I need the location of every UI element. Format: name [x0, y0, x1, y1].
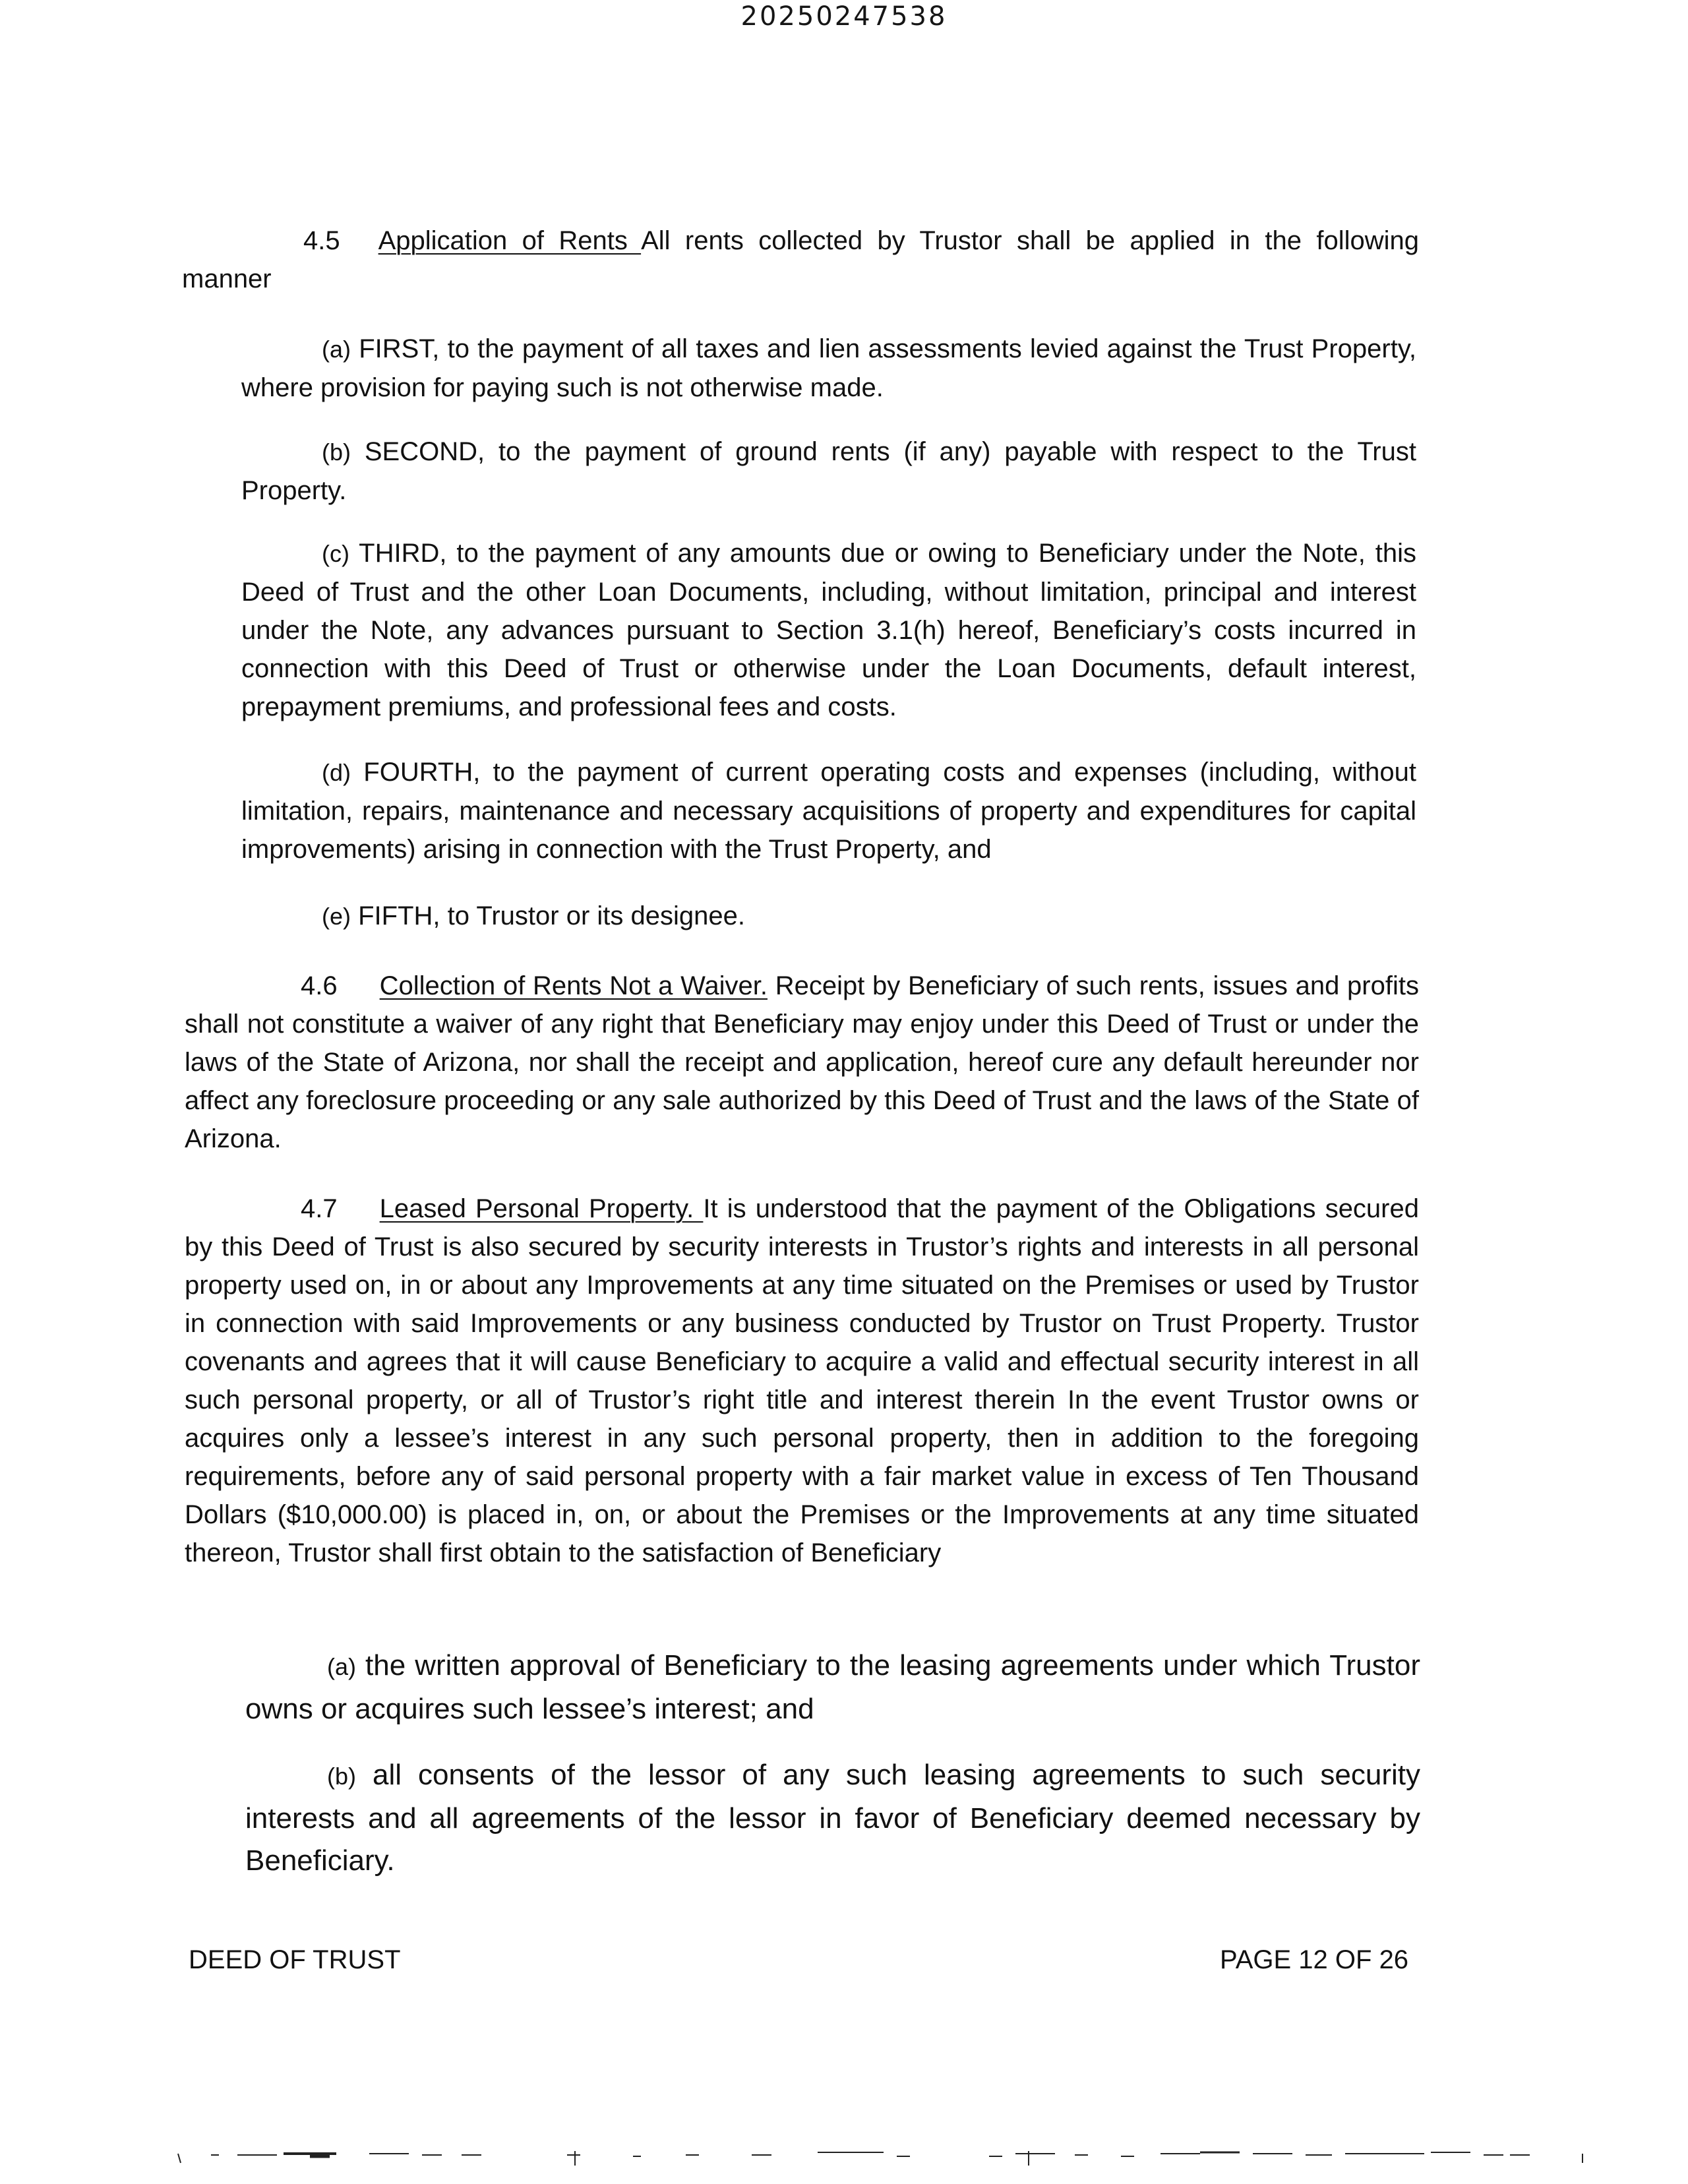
section-title: Application of Rents: [378, 226, 642, 255]
item-4-5-e: [241, 897, 1416, 936]
footer-document-title: DEED OF TRUST: [189, 1945, 401, 1974]
item-text: SECOND, to the payment of ground rents (if any) payable with respect to the Trust Property.: [241, 437, 1416, 505]
item-label: (a): [322, 336, 351, 363]
item-4-5-d: [241, 753, 1416, 868]
item-4-7-b: [245, 1754, 1420, 1882]
section-number: 4.5: [303, 226, 340, 255]
item-4-7-a: [245, 1645, 1420, 1730]
section-4-5: [182, 222, 1419, 298]
item-text: all consents of the lessor of any such leasing agreements to such security interests and all agreements of the lessor in favor of Beneficiary deemed necessary by Beneficiary.: [245, 1759, 1420, 1877]
item-4-5-a: [241, 330, 1416, 407]
section-title: Collection of Rents Not a Waiver.: [379, 971, 768, 1000]
section-text: Receipt by Beneficiary of such rents, issues and profits shall not constitute a waiver of any right that Beneficiary may enjoy under this Deed of Trust or under the laws of the State of Arizona, nor shall the receipt and application, hereof cure any default hereunder nor affect any foreclosure proceeding or any sale authorized by this Deed of Trust and the laws of the State of Arizona.: [185, 971, 1419, 1153]
item-text: FOURTH, to the payment of current operating costs and expenses (including, without limitation, repairs, maintenance and necessary acquisitions of property and expenditures for capital improvements) arising in connection with the Trust Property, and: [241, 758, 1416, 864]
section-number: 4.6: [301, 971, 338, 1000]
section-text: It is understood that the payment of the Obligations secured by this Deed of Trust is also secured by security interests in Trustor’s rights and interests in all personal property used on, in or about any Improvements at any time situated on the Premises or used by Trustor in connection with said Improvements or any business conducted by Trustor on Trust Property. Trustor covenants and agrees that it will cause Beneficiary to acquire a valid and effectual security interest in all such personal property, or all of Trustor’s right title and interest therein In the event Trustor owns or acquires only a lessee’s interest in any such personal property, then in addition to the foregoing requirements, before any of said personal property with a fair market value in excess of Ten Thousand Dollars ($10,000.00) is placed in, on, or about the Premises or the Improvements at any time situated thereon, Trustor shall first obtain to the satisfaction of Beneficiary: [185, 1194, 1419, 1567]
footer-page-number: PAGE 12 OF 26: [1220, 1945, 1409, 1974]
section-text: All rents collected by Trustor shall be applied in the following manner: [182, 226, 1419, 293]
item-4-5-b: [241, 433, 1416, 510]
item-label: (d): [322, 759, 351, 786]
item-text: FIRST, to the payment of all taxes and lien assessments levied against the Trust Property, where provision for paying such is not otherwise made.: [241, 334, 1416, 402]
recording-number: 20250247538: [740, 1, 948, 32]
item-label: (a): [327, 1653, 356, 1680]
section-number: 4.7: [301, 1194, 338, 1223]
scan-artifact: [171, 2137, 1596, 2169]
section-4-7: [185, 1190, 1419, 1572]
item-label: (b): [322, 439, 351, 466]
item-4-5-c: [241, 534, 1416, 726]
item-text: THIRD, to the payment of any amounts due or owing to Beneficiary under the Note, this Deed of Trust and the other Loan Documents, including, without limitation, principal and interest under the Note, any advances pursuant to Section 3.1(h) hereof, Beneficiary’s costs incurred in connection with this Deed of Trust or otherwise under the Loan Documents, default interest, prepayment premiums, and professional fees and costs.: [241, 539, 1417, 721]
item-label: (e): [322, 903, 351, 930]
section-4-6: [185, 967, 1419, 1158]
item-text: FIFTH, to Trustor or its designee.: [358, 901, 745, 930]
item-label: (c): [322, 540, 349, 567]
item-text: the written approval of Beneficiary to the leasing agreements under which Trustor owns or acquires such lessee’s interest; and: [245, 1649, 1420, 1725]
item-label: (b): [327, 1763, 356, 1790]
section-title: Leased Personal Property.: [379, 1194, 704, 1223]
